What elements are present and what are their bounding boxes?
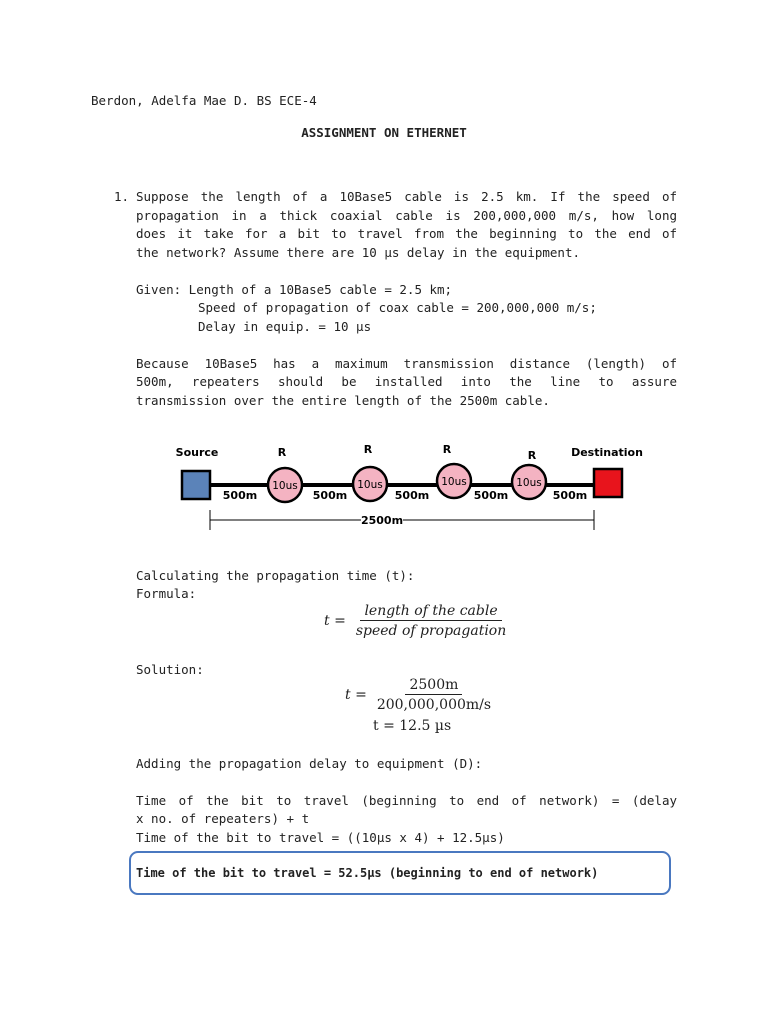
explanation-line-3: transmission over the entire length of the 2500m cable. bbox=[136, 393, 550, 408]
repeater-label: R bbox=[363, 443, 373, 456]
given-line-1: Given: Length of a 10Base5 cable = 2.5 km; bbox=[136, 282, 453, 297]
question-number: 1. bbox=[114, 189, 130, 204]
solution-fraction bbox=[373, 677, 495, 713]
repeater-label: R bbox=[277, 446, 287, 459]
repeater-label: R bbox=[527, 449, 537, 462]
delay-heading: Adding the propagation delay to equipment (D): bbox=[136, 756, 483, 771]
formula-equation bbox=[324, 603, 510, 639]
explanation-line-1: Because 10Base5 has a maximum transmission distance (length) of bbox=[136, 356, 677, 371]
destination-node bbox=[594, 469, 622, 497]
repeater-delay-label: 10us bbox=[357, 479, 383, 491]
repeater-label: R bbox=[442, 443, 452, 456]
formula-label: Formula: bbox=[136, 586, 197, 601]
repeater-delay-label: 10us bbox=[272, 480, 298, 492]
formula-fraction bbox=[352, 603, 510, 639]
solution-lhs: t = bbox=[345, 687, 367, 703]
delay-line-3: Time of the bit to travel = ((10µs x 4) + 12.5µs) bbox=[136, 830, 505, 845]
source-label: Source bbox=[175, 446, 219, 459]
delay-line-2: x no. of repeaters) + t bbox=[136, 811, 310, 826]
segment-label: 500m bbox=[552, 489, 588, 502]
question-line-1: Suppose the length of a 10Base5 cable is 2.5 km. If the speed of bbox=[136, 189, 677, 204]
author-line: Berdon, Adelfa Mae D. BS ECE-4 bbox=[91, 93, 317, 108]
segment-label: 500m bbox=[312, 489, 348, 502]
solution-result: t = 12.5 µs bbox=[373, 718, 452, 734]
repeater-delay-label: 10us bbox=[441, 476, 467, 488]
solution-equation bbox=[345, 677, 495, 713]
segment-label: 500m bbox=[473, 489, 509, 502]
given-line-3: Delay in equip. = 10 µs bbox=[198, 319, 372, 334]
solution-numerator: 2500m bbox=[405, 677, 462, 695]
segment-label: 500m bbox=[394, 489, 430, 502]
page-title: ASSIGNMENT ON ETHERNET bbox=[301, 125, 467, 140]
question-line-2: propagation in a thick coaxial cable is 200,000,000 m/s, how long bbox=[136, 208, 677, 223]
repeater-delay-label: 10us bbox=[516, 477, 542, 489]
solution-denominator: 200,000,000m/s bbox=[376, 697, 492, 713]
total-length-label: 2500m bbox=[360, 514, 404, 527]
source-node bbox=[182, 471, 210, 499]
segment-label: 500m bbox=[222, 489, 258, 502]
solution-label: Solution: bbox=[136, 662, 204, 677]
destination-label: Destination bbox=[571, 446, 643, 459]
given-line-2: Speed of propagation of coax cable = 200,000,000 m/s; bbox=[198, 300, 597, 315]
formula-numerator: length of the cable bbox=[360, 603, 501, 621]
formula-denominator: speed of propagation bbox=[355, 623, 507, 639]
calc-heading: Calculating the propagation time (t): bbox=[136, 568, 415, 583]
question-line-3: does it take for a bit to travel from the beginning to the end of bbox=[136, 226, 677, 241]
question-line-4: the network? Assume there are 10 µs delay in the equipment. bbox=[136, 245, 581, 260]
delay-line-1: Time of the bit to travel (beginning to end of network) = (delay bbox=[136, 793, 677, 808]
final-answer: Time of the bit to travel = 52.5µs (beginning to end of network) bbox=[136, 866, 599, 880]
explanation-line-2: 500m, repeaters should be installed into the line to assure bbox=[136, 374, 677, 389]
formula-lhs: t = bbox=[324, 613, 346, 629]
